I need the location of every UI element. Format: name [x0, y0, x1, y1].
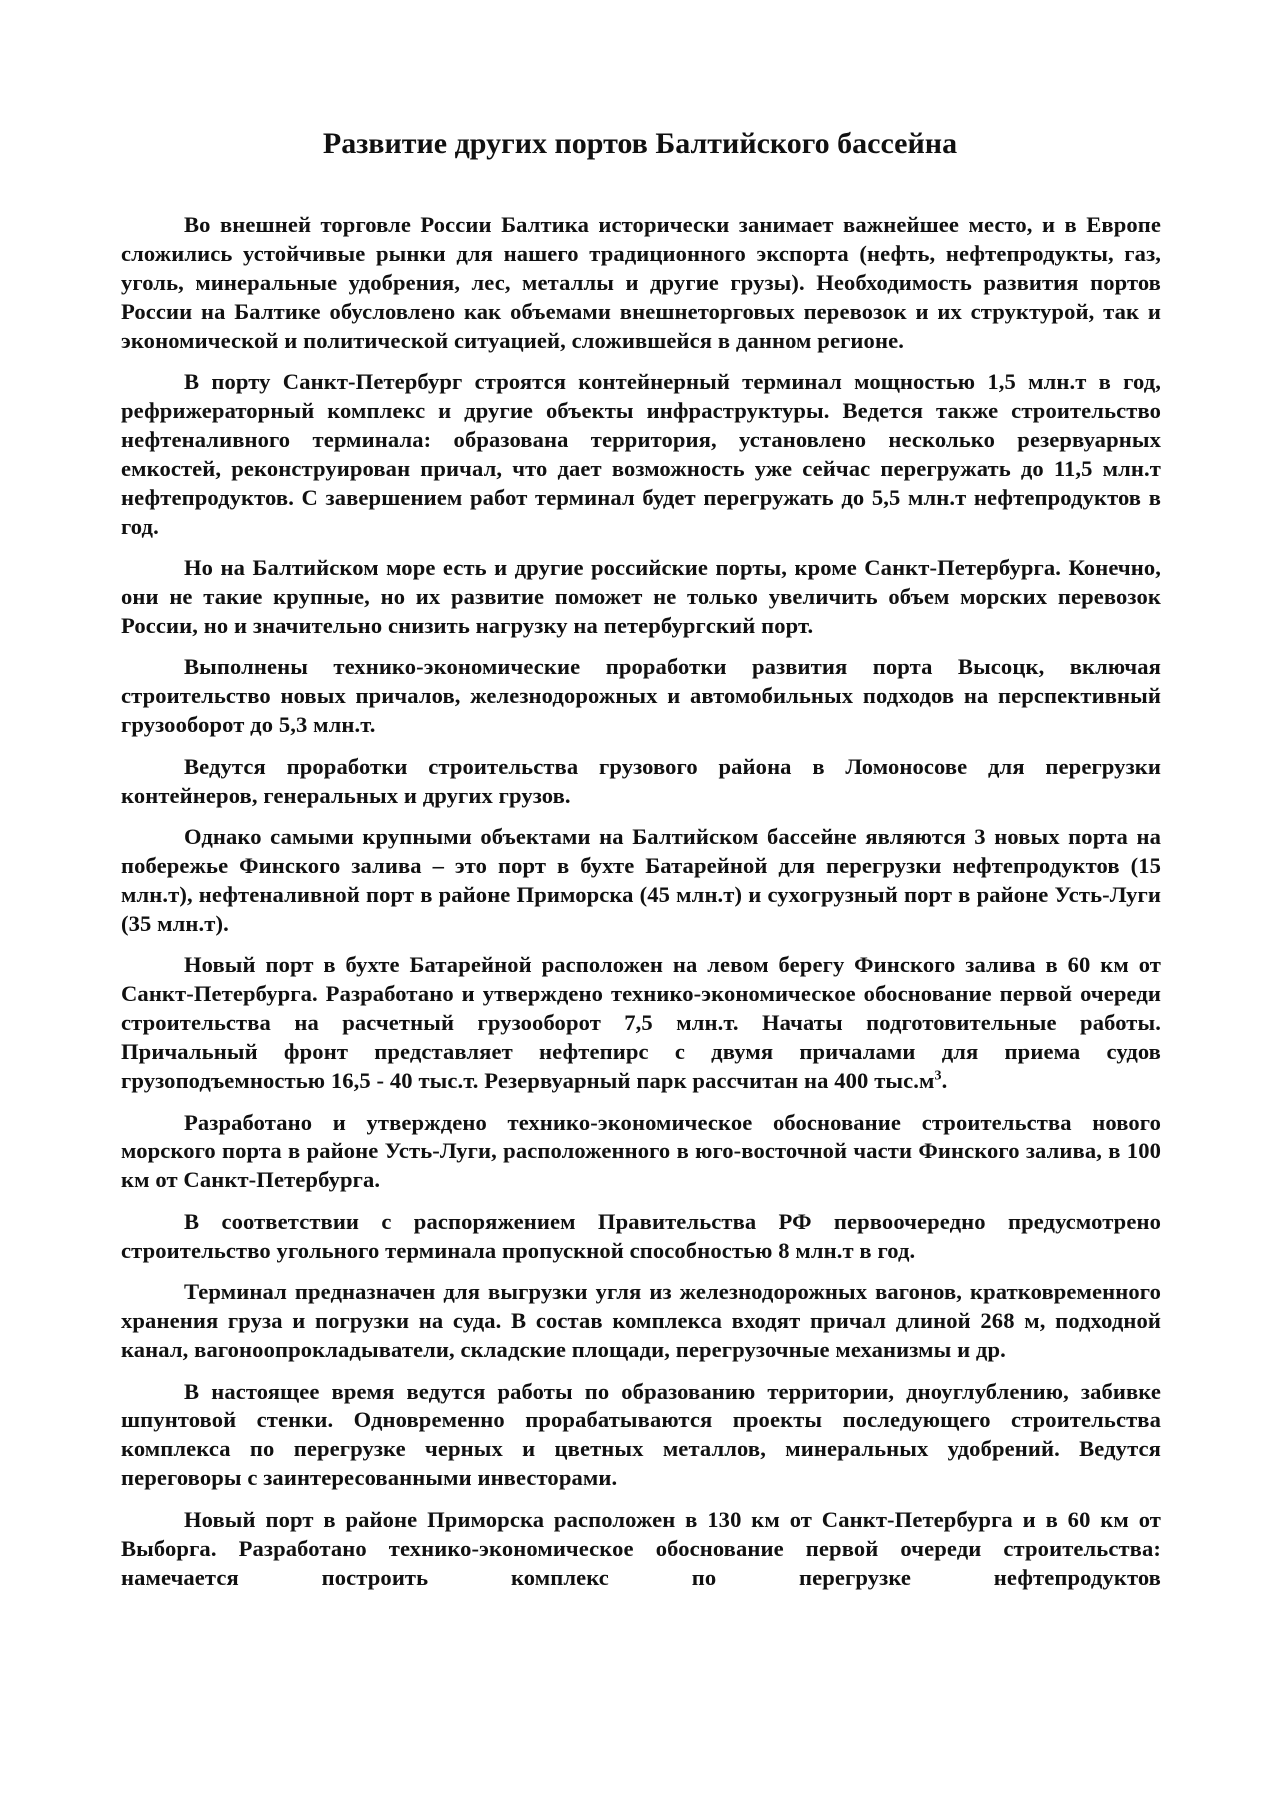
paragraph-3: Но на Балтийском море есть и другие российские порты, кроме Санкт-Петербурга. Конечно, они не такие крупные, но их развитие поможет не только увеличить объем морских перевозок России, но и значительно снизить нагрузку на петербургский порт. — [121, 555, 1161, 638]
paragraph-8: Разработано и утверждено технико-экономическое обоснование строительства нового морского порта в районе Усть-Луги, расположенного в юго-восточной части Финского залива, в 100 км от Санкт-Петербурга. — [121, 1109, 1161, 1193]
paragraph-2: В порту Санкт-Петербург строятся контейнерный терминал мощностью 1,5 млн.т в год, рефрижераторный комплекс и другие объекты инфраструктуры. Ведется также строительство нефтеналивного терминала: образована территория, установлено несколько резервуарных емкостей, реконструирован причал, что дает возможность уже сейчас перегружать до 11,5 млн.т нефтепродуктов. С завершением работ терминал будет перегружать до 5,5 млн.т нефтепродуктов в год. — [121, 369, 1161, 539]
paragraph-6: Однако самыми крупными объектами на Балтийском бассейне являются 3 новых порта на побережье Финского залива – это порт в бухте Батарейной для перегрузки нефтепродуктов (15 млн.т), нефтеналивной порт в районе Приморска (45 млн.т) и сухогрузный порт в районе Усть-Луги (35 млн.т). — [121, 824, 1161, 936]
paragraph-7-text: Новый порт в бухте Батарейной расположен на левом берегу Финского залива в 60 км от Санкт-Петербурга. Разработано и утверждено технико-экономическое обоснование первой очереди строительства на расчетный грузооборот 7,5 млн.т. Начаты подготовительные работы. Причальный фронт представляет нефтепирс с двумя причалами для приема судов грузоподъемностью 16,5 - 40 тыс.т. Резервуарный парк рассчитан на 400 тыс.м — [121, 952, 1161, 1094]
paragraph-10: Терминал предназначен для выгрузки угля из железнодорожных вагонов, кратковременного хранения груза и погрузки на суда. В состав комплекса входят причал длиной 268 м, подходной канал, вагоноопрокладыватели, складские площади, перегрузочные механизмы и др. — [121, 1279, 1161, 1363]
cubic-superscript: 3 — [934, 1068, 942, 1084]
paragraph-5: Ведутся проработки строительства грузового района в Ломоносове для перегрузки контейнеров, генеральных и других грузов. — [121, 753, 1161, 808]
paragraph-4: Выполнены технико-экономические проработки развития порта Высоцк, включая строительство новых причалов, железнодорожных и автомобильных подходов на перспективный грузооборот до 5,3 млн.т. — [121, 654, 1161, 738]
paragraph-11: В настоящее время ведутся работы по образованию территории, дноуглублению, забивке шпунтовой стенки. Одновременно прорабатываются проекты последующего строительства комплекса по перегрузке черных и цветных металлов, минеральных удобрений. Ведутся переговоры с заинтересованными инвесторами. — [121, 1378, 1161, 1491]
paragraph-7 — [121, 951, 1161, 1096]
paragraph-1: Во внешней торговле России Балтика исторически занимает важнейшее место, и в Европе сложились устойчивые рынки для нашего традиционного экспорта (нефть, нефтепродукты, газ, уголь, минеральные удобрения, лес, металлы и другие грузы). Необходимость развития портов России на Балтике обусловлено как объемами внешнеторговых перевозок и их структурой, так и экономической и политической ситуацией, сложившейся в данном регионе. — [121, 212, 1161, 353]
paragraph-7-period: . — [941, 1068, 948, 1094]
document-body — [121, 211, 1161, 1593]
paragraph-9: В соответствии с распоряжением Правительства РФ первоочередно предусмотрено строительство угольного терминала пропускной способностью 8 млн.т в год. — [121, 1208, 1161, 1263]
paragraph-12: Новый порт в районе Приморска расположен в 130 км от Санкт-Петербурга и в 60 км от Выборга. Разработано технико-экономическое обоснование первой очереди строительства: намечается построить комплекс по перегрузке нефтепродуктов — [121, 1506, 1161, 1590]
document-title: Развитие других портов Балтийского бассейна — [322, 127, 958, 160]
